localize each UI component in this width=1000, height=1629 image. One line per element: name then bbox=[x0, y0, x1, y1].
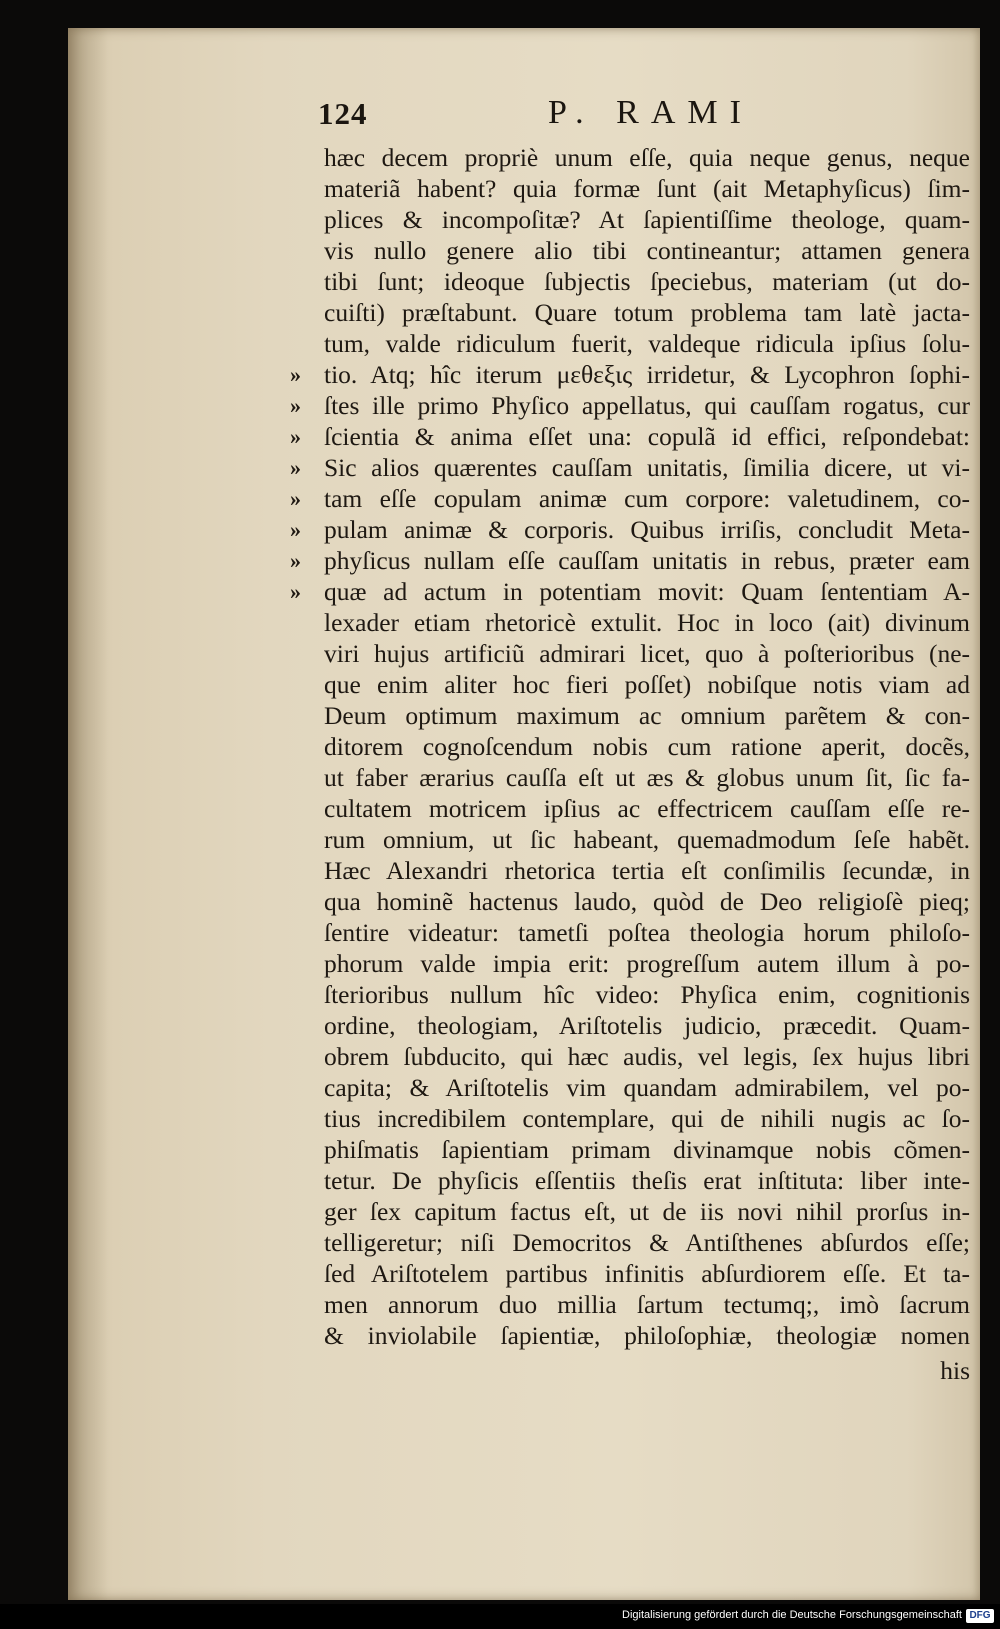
text-line: materiã habent? quia formæ ſunt (ait Metaphyſicus) ſim- bbox=[324, 174, 970, 203]
text-line: ſentire videatur: tametſi poſtea theologia horum philoſo- bbox=[324, 918, 970, 947]
footer-bar bbox=[0, 1604, 1000, 1629]
text-line: plices & incompoſitæ? At ſapientiſſime theologe, quam- bbox=[324, 205, 970, 234]
text-line: tum, valde ridiculum fuerit, valdeque ridicula ipſius ſolu- bbox=[324, 329, 970, 358]
text-line: ut faber ærarius cauſſa eſt ut æs & globus unum ſit, ſic fa- bbox=[324, 763, 970, 792]
text-line: capita; & Ariſtotelis vim quandam admirabilem, vel po- bbox=[324, 1073, 970, 1102]
quote-mark: » bbox=[290, 455, 301, 480]
funding-credit: Digitalisierung gefördert durch die Deutsche Forschungsgemeinschaft bbox=[622, 1609, 962, 1621]
text-line: tius incredibilem contemplare, qui de nihili nugis ac ſo- bbox=[324, 1104, 970, 1133]
text-line: men annorum duo millia ſartum tectumq;, imò ſacrum bbox=[324, 1290, 970, 1319]
text-line: Deum optimum maximum ac omnium parẽtem & con- bbox=[324, 701, 970, 730]
text-line: Hæc Alexandri rhetorica tertia eſt conſimilis ſecundæ, in bbox=[324, 856, 970, 885]
text-line: cultatem motricem ipſius ac effectricem cauſſam eſſe re- bbox=[324, 794, 970, 823]
page-number: 124 bbox=[318, 96, 368, 131]
quote-mark: » bbox=[290, 393, 301, 418]
quote-mark: » bbox=[290, 579, 301, 604]
text-line: ordine, theologiam, Ariſtotelis judicio, præcedit. Quam- bbox=[324, 1011, 970, 1040]
text-line: ſcientia & anima eſſet una: copulã id effici, reſpondebat: bbox=[324, 422, 970, 451]
catchword: his bbox=[940, 1356, 970, 1385]
text-line: tam eſſe copulam animæ cum corpore: valetudinem, co- bbox=[324, 484, 970, 513]
text-line: tio. Atq; hîc iterum μεθεξις irridetur, & Lycophron ſophi- bbox=[324, 360, 970, 389]
quote-mark: » bbox=[290, 517, 301, 542]
text-line: rum omnium, ut ſic habeant, quemadmodum ſeſe habẽt. bbox=[324, 825, 970, 854]
text-line: que enim aliter hoc fieri poſſet) nobiſque notis viam ad bbox=[324, 670, 970, 699]
text-line: ditorem cognoſcendum nobis cum ratione aperit, docẽs, bbox=[324, 732, 970, 761]
text-line: ſtes ille primo Phyſico appellatus, qui cauſſam rogatus, cur bbox=[324, 391, 970, 420]
text-line: ſterioribus nullum hîc video: Phyſica enim, cognitionis bbox=[324, 980, 970, 1009]
quote-mark: » bbox=[290, 548, 301, 573]
quote-mark: » bbox=[290, 486, 301, 511]
text-line: qua hominẽ hactenus laudo, quòd de Deo religioſè pieq; bbox=[324, 887, 970, 916]
text-line: cuiſti) præſtabunt. Quare totum problema tam latè jacta- bbox=[324, 298, 970, 327]
text-line: phyſicus nullam eſſe cauſſam unitatis in rebus, præter eam bbox=[324, 546, 970, 575]
quote-mark: » bbox=[290, 362, 301, 387]
text-line: phiſmatis ſapientiam primam divinamque nobis cõmen- bbox=[324, 1135, 970, 1164]
text-line: telligeretur; niſi Democritos & Antiſthenes abſurdos eſſe; bbox=[324, 1228, 970, 1257]
text-line: vis nullo genere alio tibi contineantur; attamen genera bbox=[324, 236, 970, 265]
text-line: phorum valde impia erit: progreſſum autem illum à po- bbox=[324, 949, 970, 978]
text-line: pulam animæ & corporis. Quibus irriſis, concludit Meta- bbox=[324, 515, 970, 544]
text-line: ger ſex capitum factus eſt, ut de iis novi nihil prorſus in- bbox=[324, 1197, 970, 1226]
running-head: P. RAMI bbox=[548, 94, 753, 131]
text-line: viri hujus artificiũ admirari licet, quo à poſterioribus (ne- bbox=[324, 639, 970, 668]
text-line: Sic alios quærentes cauſſam unitatis, ſimilia dicere, ut vi- bbox=[324, 453, 970, 482]
text-line: tibi ſunt; ideoque ſubjectis ſpeciebus, materiam (ut do- bbox=[324, 267, 970, 296]
text-line: ſed Ariſtotelem partibus infinitis abſurdiorem eſſe. Et ta- bbox=[324, 1259, 970, 1288]
text-line: lexader etiam rhetoricè extulit. Hoc in loco (ait) divinum bbox=[324, 608, 970, 637]
text-line: quæ ad actum in potentiam movit: Quam ſententiam A- bbox=[324, 577, 970, 606]
text-line: tetur. De phyſicis eſſentiis theſis erat inſtituta: liber inte- bbox=[324, 1166, 970, 1195]
text-line: hæc decem propriè unum eſſe, quia neque genus, neque bbox=[324, 143, 970, 172]
text-line: & inviolabile ſapientiæ, philoſophiæ, theologiæ nomen bbox=[324, 1321, 970, 1350]
text-line: obrem ſubducito, qui hæc audis, vel legis, ſex hujus libri bbox=[324, 1042, 970, 1071]
dfg-logo: DFG bbox=[966, 1609, 994, 1623]
quote-mark: » bbox=[290, 424, 301, 449]
